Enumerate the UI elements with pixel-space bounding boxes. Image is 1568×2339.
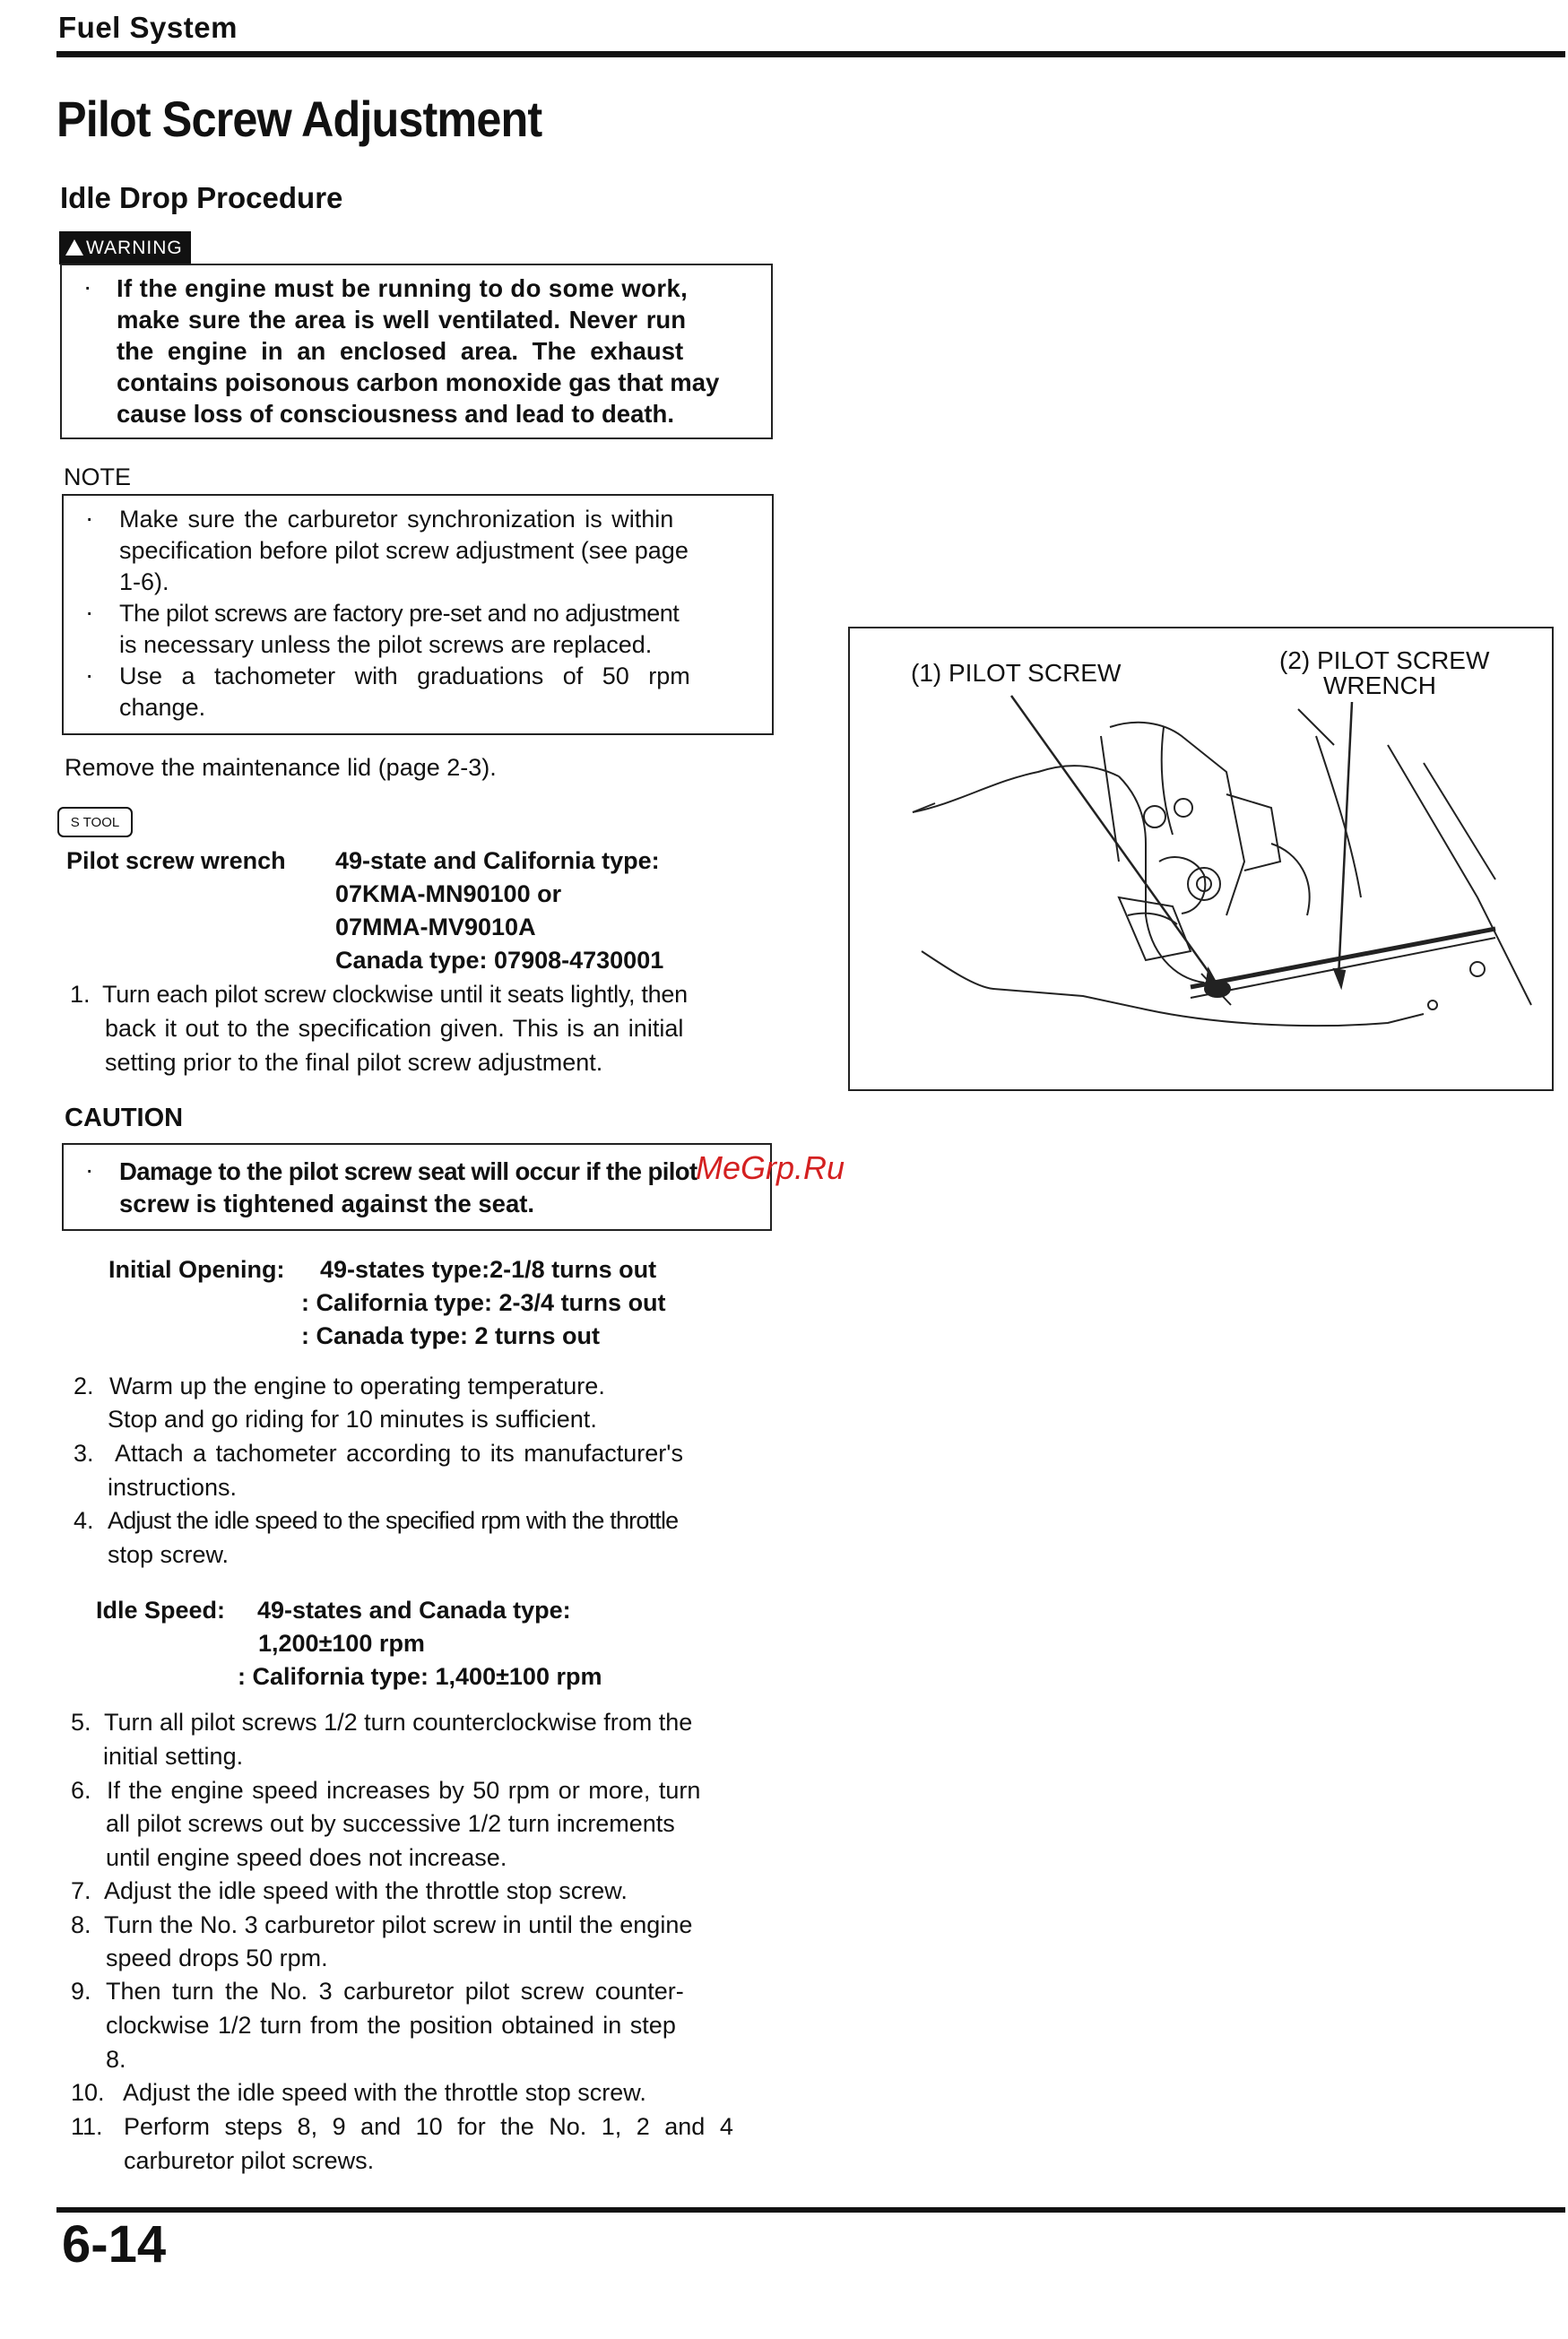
step-line: Turn all pilot screws 1/2 turn counterclockwise from the — [104, 1709, 693, 1736]
step-line: instructions. — [108, 1474, 238, 1501]
warning-tag-label: WARNING — [86, 238, 183, 258]
step-line: stop screw. — [108, 1541, 230, 1568]
bullet: · — [85, 661, 94, 689]
note-line: 1-6). — [119, 568, 169, 595]
procedure-heading: Idle Drop Procedure — [60, 181, 343, 214]
step-line: Adjust the idle speed with the throttle stop screw. — [123, 2079, 646, 2106]
idle-speed-line: 1,200±100 rpm — [258, 1630, 425, 1657]
step-line: until engine speed does not increase. — [106, 1844, 507, 1871]
note-line: change. — [119, 694, 206, 721]
note-line: The pilot screws are factory pre-set and no adjustment — [119, 600, 680, 627]
page-title: Pilot Screw Adjustment — [56, 91, 542, 147]
step-number: 11. — [71, 2113, 103, 2140]
initial-opening-line: : Canada type: 2 turns out — [301, 1322, 601, 1349]
warning-line: If the engine must be running to do some work, — [117, 274, 689, 302]
step-number: 6. — [71, 1777, 91, 1804]
step-line: Adjust the idle speed with the throttle stop screw. — [104, 1877, 628, 1904]
step-line: initial setting. — [103, 1743, 244, 1770]
warning-line: the engine in an enclosed area. The exhaust — [117, 337, 684, 365]
remove-lid-text: Remove the maintenance lid (page 2-3). — [65, 754, 497, 781]
step-line: 8. — [106, 2046, 126, 2073]
figure-label-pilot-screw: (1) PILOT SCREW — [911, 659, 1122, 687]
note-line: Use a tachometer with graduations of 50 rpm — [119, 663, 690, 689]
footer-rule — [56, 2207, 1565, 2213]
step-line: Stop and go riding for 10 minutes is sufficient. — [108, 1406, 597, 1433]
step-number: 3. — [74, 1440, 94, 1467]
step-number: 7. — [71, 1877, 91, 1904]
step-line: Then turn the No. 3 carburetor pilot screw counter- — [106, 1978, 684, 2005]
step-line: Warm up the engine to operating temperature. — [109, 1373, 605, 1399]
initial-opening-label: Initial Opening: — [108, 1256, 285, 1283]
note-box — [62, 494, 774, 735]
tool-spec-line: Canada type: 07908-4730001 — [335, 947, 664, 974]
warning-tag — [59, 231, 191, 264]
bullet: · — [83, 273, 92, 300]
caution-line: screw is tightened against the seat. — [119, 1190, 535, 1217]
tool-spec-line: 49-state and California type: — [335, 847, 660, 874]
warning-line: cause loss of consciousness and lead to death. — [117, 400, 674, 428]
warning-box — [60, 264, 773, 439]
step-line: Adjust the idle speed to the specified rpm with the throttle — [108, 1507, 679, 1534]
step-line: speed drops 50 rpm. — [106, 1945, 328, 1971]
note-line: specification before pilot screw adjustment (see page — [119, 537, 689, 564]
note-label: NOTE — [64, 463, 132, 490]
caution-box — [62, 1143, 772, 1231]
bullet: · — [85, 1156, 94, 1183]
caution-line: Damage to the pilot screw seat will occur if the pilot — [119, 1157, 697, 1185]
figure-frame — [848, 627, 1554, 1091]
step-number: 4. — [74, 1507, 94, 1534]
warning-line: make sure the area is well ventilated. Never run — [117, 306, 687, 334]
step-number: 10. — [71, 2079, 105, 2106]
idle-speed-line: : California type: 1,400±100 rpm — [238, 1663, 602, 1690]
bullet: · — [85, 598, 94, 626]
step-line: Perform steps 8, 9 and 10 for the No. 1, 2 and 4 — [124, 2113, 733, 2140]
step-line: Turn the No. 3 carburetor pilot screw in until the engine — [104, 1911, 693, 1938]
tool-name: Pilot screw wrench — [66, 847, 286, 874]
section-header: Fuel System — [58, 11, 238, 44]
figure-label-wrench-2: WRENCH — [1323, 671, 1436, 699]
initial-opening-line: 49-states type:2-1/8 turns out — [320, 1256, 657, 1283]
step-line: Turn each pilot screw clockwise until it seats lightly, then — [102, 981, 688, 1008]
note-line: is necessary unless the pilot screws are replaced. — [119, 631, 653, 658]
step-number: 9. — [71, 1978, 91, 2005]
figure-label-wrench: (2) PILOT SCREW — [1279, 646, 1490, 674]
step-number: 5. — [71, 1709, 91, 1736]
note-line: Make sure the carburetor synchronization is within — [119, 506, 674, 533]
warning-icon — [65, 239, 83, 256]
step-number: 2. — [74, 1373, 94, 1399]
carburetor-illustration — [850, 628, 1552, 1089]
watermark: MeGrp.Ru — [696, 1149, 845, 1186]
page-number: 6-14 — [62, 2215, 167, 2274]
step-line: setting prior to the final pilot screw adjustment. — [105, 1049, 603, 1076]
step-line: Attach a tachometer according to its manufacturer's — [115, 1440, 683, 1467]
bullet: · — [85, 504, 94, 532]
step-line: carburetor pilot screws. — [124, 2147, 375, 2174]
step-line: clockwise 1/2 turn from the position obtained in step — [106, 2012, 676, 2039]
step-number: 1. — [70, 981, 91, 1008]
step-number: 8. — [71, 1911, 91, 1938]
step-line: back it out to the specification given. This is an initial — [105, 1015, 684, 1042]
initial-opening-line: : California type: 2-3/4 turns out — [301, 1289, 666, 1316]
header-rule — [56, 51, 1565, 57]
step-line: If the engine speed increases by 50 rpm or more, turn — [107, 1777, 701, 1804]
special-tool-icon: S TOOL — [57, 807, 133, 837]
warning-line: contains poisonous carbon monoxide gas that may — [117, 368, 720, 396]
tool-spec-line: 07KMA-MN90100 or — [335, 880, 562, 907]
caution-label: CAUTION — [65, 1104, 184, 1132]
step-line: all pilot screws out by successive 1/2 turn increments — [106, 1810, 675, 1837]
tool-spec-line: 07MMA-MV9010A — [335, 914, 536, 940]
idle-speed-line: 49-states and Canada type: — [257, 1597, 571, 1624]
idle-speed-label: Idle Speed: — [96, 1597, 226, 1624]
